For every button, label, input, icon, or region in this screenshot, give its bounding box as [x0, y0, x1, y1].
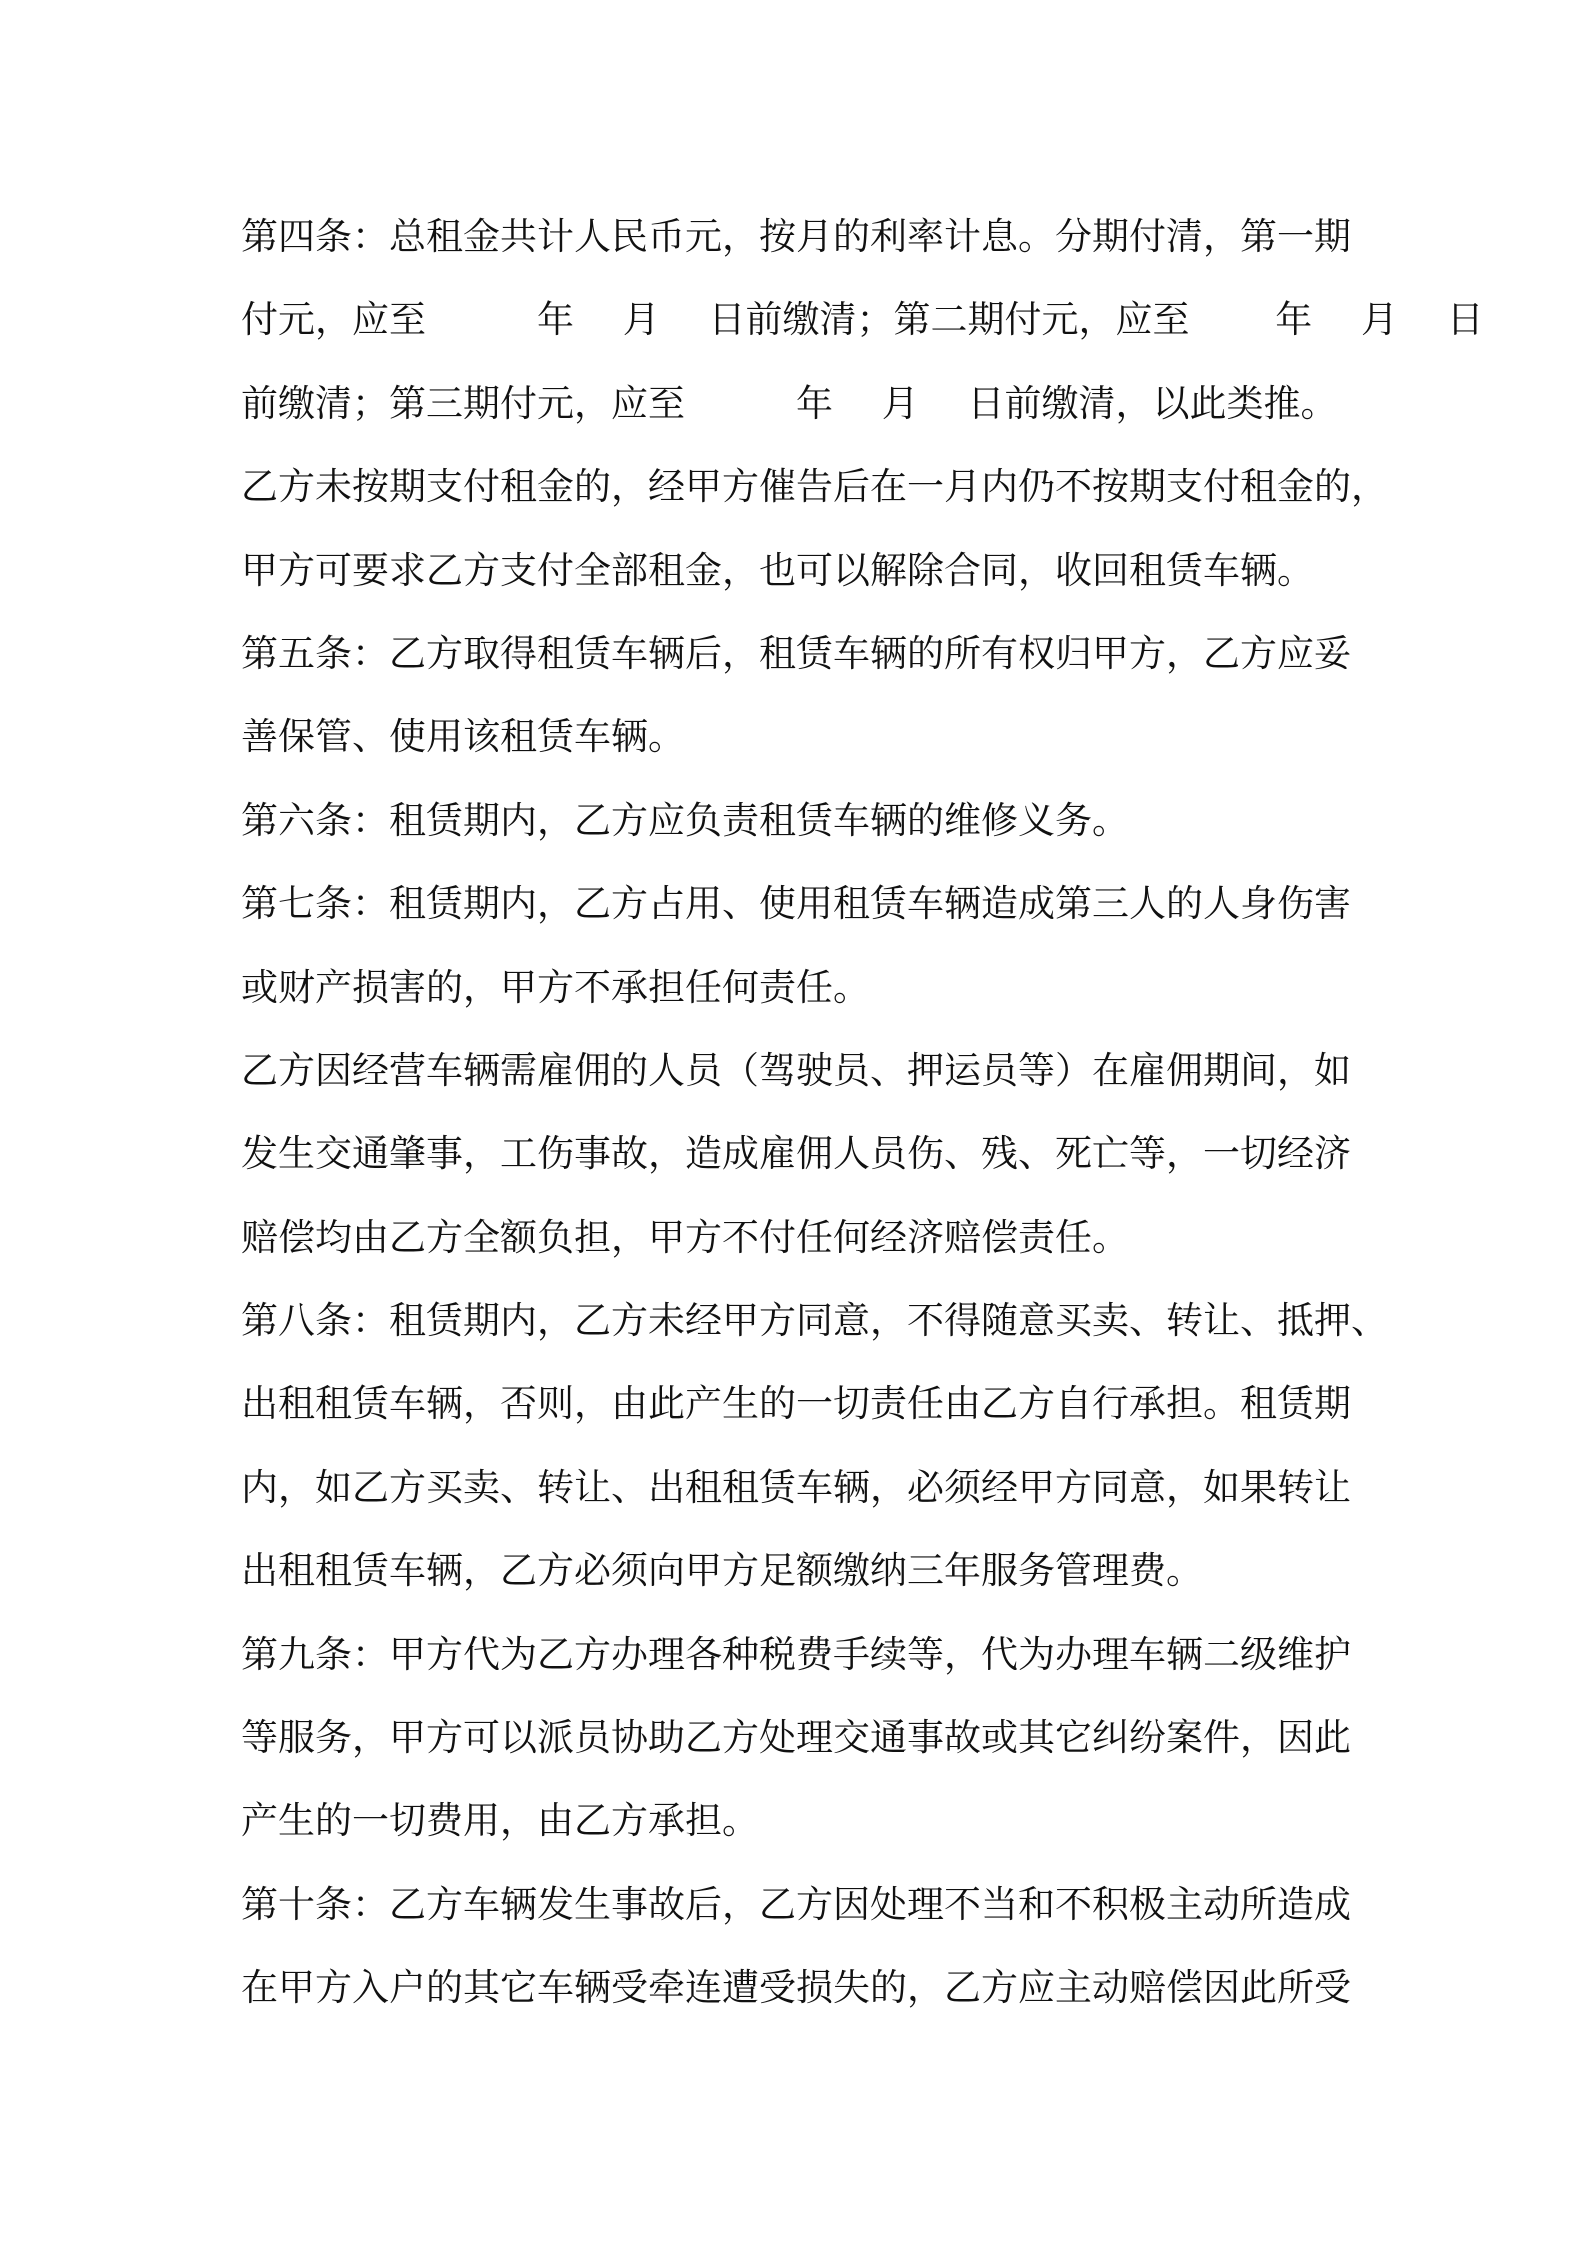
text-line: 或财产损害的，甲方不承担任何责任。 — [241, 965, 870, 1009]
text-line: 善保管、使用该租赁车辆。 — [241, 715, 685, 759]
text-line: 出租租赁车辆，否则，由此产生的一切责任由乙方自行承担。租赁期 — [241, 1382, 1351, 1426]
text-line: 第四条：总租金共计人民币元，按月的利率计息。分期付清，第一期 — [241, 215, 1351, 258]
text-line: 第五条：乙方取得租赁车辆后，租赁车辆的所有权归甲方，乙方应妥 — [241, 631, 1351, 675]
text-line: 内，如乙方买卖、转让、出租租赁车辆，必须经甲方同意，如果转让 — [241, 1465, 1351, 1509]
text-line: 甲方可要求乙方支付全部租金，也可以解除合同，收回租赁车辆。 — [241, 548, 1314, 592]
text-line: 出租租赁车辆，乙方必须向甲方足额缴纳三年服务管理费。 — [241, 1549, 1203, 1593]
text-line: 发生交通肇事，工伤事故，造成雇佣人员伤、残、死亡等，一切经济 — [241, 1132, 1351, 1176]
text-line: 产生的一切费用，由乙方承担。 — [241, 1799, 759, 1843]
text-line: 乙方因经营车辆需雇佣的人员（驾驶员、押运员等）在雇佣期间，如 — [241, 1048, 1351, 1092]
text-line: 第七条：租赁期内，乙方占用、使用租赁车辆造成第三人的人身伤害 — [241, 882, 1351, 926]
text-line: 前缴清；第三期付元，应至 年 月 日前缴清，以此类推。 — [241, 381, 1338, 425]
text-line: 第十条：乙方车辆发生事故后，乙方因处理不当和不积极主动所造成 — [241, 1882, 1351, 1926]
text-line: 付元，应至 年 月 日前缴清；第二期付元，应至 年 月 日 — [241, 298, 1484, 342]
text-line: 赔偿均由乙方全额负担，甲方不付任何经济赔偿责任。 — [241, 1215, 1129, 1259]
text-line: 第六条：租赁期内，乙方应负责租赁车辆的维修义务。 — [241, 798, 1129, 842]
text-line: 乙方未按期支付租金的，经甲方催告后在一月内仍不按期支付租金的， — [241, 465, 1388, 509]
text-line: 第八条：租赁期内，乙方未经甲方同意，不得随意买卖、转让、抵押、 — [241, 1299, 1388, 1343]
text-line: 等服务，甲方可以派员协助乙方处理交通事故或其它纠纷案件，因此 — [241, 1716, 1351, 1760]
text-line: 在甲方入户的其它车辆受牵连遭受损失的，乙方应主动赔偿因此所受 — [241, 1966, 1351, 2010]
document-body — [241, 195, 1484, 2030]
text-line: 第九条：甲方代为乙方办理各种税费手续等，代为办理车辆二级维护 — [241, 1632, 1351, 1676]
